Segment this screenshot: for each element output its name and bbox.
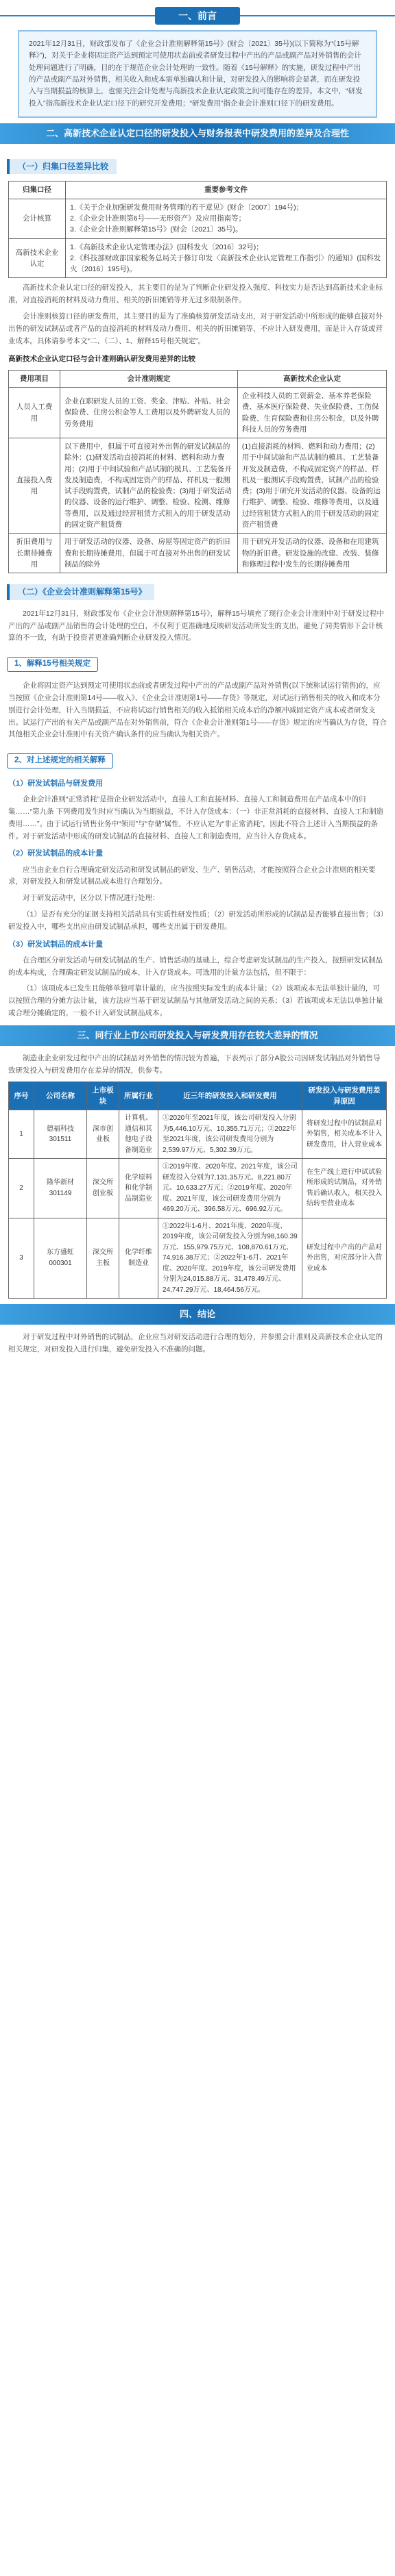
cell-industry: 计算机、通信和其他电子设备制造业 (119, 1110, 158, 1159)
comparison-table (8, 370, 387, 573)
doc-line: 1.《高新技术企业认定管理办法》(国科发火〔2016〕32号)； (70, 242, 263, 251)
paragraph: 在合理区分研发活动与研发试制品的生产、销售活动的基础上，综合考虑研发试制品的生产投入，按照研发试制品的成本构成，合理确定研发试制品的成本，计入存货成本。可选用的计量方法包括，但不限于： (8, 955, 383, 977)
doc-line: 3.《企业会计准则解释第15号》(财会〔2021〕35号)。 (70, 225, 243, 234)
paragraph: 会计准则核算口径的研发费用，其主要目的是为了准确核算研发活动支出，对于研发活动中所形成的能够直接对外出售的研发试制品或者产品的直接消耗的材料及动力费用、相关的折旧摊销等，不应计入研发费用，而是计入存货或营业成本。具体请参考本文“二、（二）、1、解释15号相关规定”。 (8, 312, 383, 345)
item-heading: （1）研发试制品与研发费用 (8, 779, 104, 788)
table-header: 所属行业 (119, 1081, 158, 1110)
cell-item: 直接投入费用 (9, 438, 60, 534)
cell-board: 深市创业板 (87, 1110, 119, 1159)
cell-acct: 企业在职研发人员的工资、奖金、津贴、补贴、社会保险费、住房公积金等人工费用以及外聘研发人员的劳务费用 (60, 388, 238, 438)
paragraph: 企业将固定资产达到预定可使用状态前或者研发过程中产出的产品或副产品对外销售(以下统称试运行销售)的，应当按照《企业会计准则第14号——收入》、《企业会计准则第1号——存货》等规定，对试运行销售相关的收入和成本分别进行会计处理，计入当期损益，不应将试运行销售相关的收入抵销相关成本后的净额冲减固定资产成本或者研发支出。试运行产出的有关产品或副产品在对外销售前，符合《企业会计准则第1号——存货》规定的应当确认为存货，符合其他相关企业会计准则中有关资产确认条件的应当确认为相关资产。 (8, 681, 387, 739)
paragraph: （1）该项成本已发生且能够单独可靠计量的，应当按照实际发生的成本计量；（2）该项成本无法单独计量的，可以按照合理的分摊方法计量，该方法应当基于研发试制品与其他研发活动之间的关系；（3）若该项成本无法以单独计量或合理分摊确定的，一般不计入研发试制品成本。 (8, 984, 383, 1018)
paragraph: 企业会计准则“正常消耗”是指企业研发活动中，直接人工和直接材料、直接人工和制造费用在产品成本中的归集……“第九条 下列费用发生时应当确认为当期损益，不计入存货成本：（一）非正常消耗的直接材料、直接人工和制造费用……”。由于试运行销售业务中“领用”与“存储”属性，不应认定为“非正常消耗”，因此不符合上述计入当期损益的条件。对于研发活动中形成的研发试制品的直接材料、直接人工和制造费用，应当计入存货成本。 (8, 795, 384, 840)
table-row (9, 438, 387, 534)
row-docs (66, 199, 387, 238)
section-heading: 一、前言 (155, 7, 240, 25)
cell-item: 人员人工费用 (9, 388, 60, 438)
peer-company-table (8, 1081, 387, 1299)
row-label: 高新技术企业认定 (9, 238, 66, 278)
doc-line: 2.《科技部财政部国家税务总局关于修订印发〈高新技术企业认定管理工作指引〉的通知》(国科发火〔2016〕195号)。 (70, 253, 381, 274)
cell-reason: 将研发过程中的试制品对外销售，相关成本不计入研发费用，计入营业成本 (302, 1110, 387, 1159)
cell-acct: 以下费用中，但属于可直接对外出售的研发试制品的除外：(1)研发活动直接消耗的材料、燃料和动力费用；(2)用于中间试验和产品试制的模具、工艺装备开发及制造费，不构成固定资产的样品、样机及一般测试手段购置费，试制产品的检验费；(3)用于研发活动的仪器、设备的运行维护、调整、检验、检测、维修等费用，以及通过经营租赁方式租入的用于研发活动的固定资产租赁费 (60, 438, 238, 534)
cell-hitech: 企业科技人员的工资薪金、基本养老保险费、基本医疗保险费、失业保险费、工伤保险费、生育保险费和住房公积金，以及外聘科技人员的劳务费用 (237, 388, 386, 438)
item-heading: （3）研发试制品的成本计量 (8, 940, 104, 949)
cell-detail: ①2022年1-6月、2021年度、2020年度、2019年度，该公司研发投入分别为98,160.39万元、155,979.75万元、108,870.61万元、74,916.38万元；②2022年1-6月、2021年度、2020年度、2019年度，该公司研发费用分别为24,015.88万元、31,478.49万元、24,747.29万元、18,464.56万元。 (158, 1218, 302, 1299)
section-title-difference: 二、高新技术企业认定口径的研发投入与财务报表中研发费用的差异及合理性 (0, 123, 395, 144)
table-header: 高新技术企业认定 (237, 370, 386, 387)
table-header: 归集口径 (9, 182, 66, 199)
cell-item: 折旧费用与长期待摊费用 (9, 534, 60, 573)
paragraph: 应当由企业自行合理确定研发活动和研发试制品的研发、生产、销售活动，才能按照符合企业会计准则的相关要求，对研发投入和研发试制品成本进行合理划分。 (8, 865, 376, 886)
cell-acct: 用于研发活动的仪器、设备、房屋等固定资产的折旧费和长期待摊费用，但属于可直接对外出售的研发试制品的除外 (60, 534, 238, 573)
subheading-interpretation: （二）《企业会计准则解释第15号》 (7, 584, 154, 600)
table-header: 研发投入与研发费用差异原因 (302, 1081, 387, 1110)
paragraph: （1）是否有充分的证据支持相关活动具有实质性研发性质；（2）研发活动所形成的试制品是否能够直接出售；（3）研发投入中，哪些支出应由研发试制品承担，哪些支出属于研发费用。 (8, 910, 384, 931)
cell-industry: 化学原料和化学制品制造业 (119, 1159, 158, 1218)
table-header: 费用项目 (9, 370, 60, 387)
item-heading: （2）研发试制品的成本计量 (8, 849, 104, 858)
cell-board: 深交所主板 (87, 1218, 119, 1299)
table-header: 重要参考文件 (66, 182, 387, 199)
cell-industry: 化学纤维制造业 (119, 1218, 158, 1299)
intro-box: 2021年12月31日，财政部发布了《企业会计准则解释第15号》(财会〔2021〕35号)(以下简称为“《15号解释》”)，对关于企业将固定资产达到预定可使用状态前或者研发过程中产出的产品或副产品对外销售的会计处理问题进行了明确，目的在于规范企业会计处理的一致性。随着《15号解释》的实施，研发过程中产出的产品或副产品对外销售，相关收入和成本需单独确认和计量，对研发投入的影响将会显著，而在研发投入与当期损益的核算上，也需关注会计处理与高新技术企业认定政策之间可能存在的差异。本文中，“研发投入”指高新技术企业认定口径下的研究开发费用；“研发费用”指企业会计准则口径下的研发费用。 (18, 30, 377, 118)
table-row (9, 199, 387, 238)
subheading-caliber: （一）归集口径差异比较 (7, 159, 117, 175)
article (0, 7, 395, 1364)
subheading-item: 1、解释15号相关规定 (7, 657, 98, 672)
cell-company: 东方盛虹 000301 (34, 1218, 87, 1299)
caliber-table (8, 181, 387, 278)
cell-hitech: 用于研究开发活动的仪器、设备和在用建筑物的折旧费。研发设施的改建、改装、装修和修理过程中发生的长期待摊费用 (237, 534, 386, 573)
table-header: 近三年的研发投入和研发费用 (158, 1081, 302, 1110)
cell-no: 1 (9, 1110, 34, 1159)
section-title-conclusion: 四、结论 (0, 1304, 395, 1325)
doc-line: 1.《关于企业加强研发费用财务管理的若干意见》(财企〔2007〕194号)； (70, 203, 304, 212)
table-header: 上市板块 (87, 1081, 119, 1110)
cell-no: 3 (9, 1218, 34, 1299)
table-row (9, 238, 387, 278)
subheading-item: 2、对上述规定的相关解释 (7, 753, 113, 768)
cell-detail: ①2020年至2021年度，该公司研发投入分别为5,446.10万元、10,355.71万元；②2022年至2021年度，该公司研发费用分别为2,539.97万元、5,302.39万元。 (158, 1110, 302, 1159)
section-title-preface (0, 7, 395, 25)
cell-reason: 在生产线上进行中试试验所形成的试制品，对外销售后确认收入，相关投入结转至营业成本 (302, 1159, 387, 1218)
cell-hitech: (1)直接消耗的材料、燃料和动力费用；(2)用于中间试验和产品试制的模具、工艺装备开发及制造费，不构成固定资产的样品、样机及一般测试手段购置费，试制产品的检验费；(3)用于研究开发活动的仪器、设备的运行维护、调整、检验、维修等费用，以及通过经营租赁方式租入的用于研发活动的固定资产租赁费 (237, 438, 386, 534)
paragraph: 对于研发活动中，区分以下情况进行处理： (23, 894, 160, 903)
table-row (9, 1110, 387, 1159)
section-title-peers: 三、同行业上市公司研发投入与研发费用存在较大差异的情况 (0, 1025, 395, 1046)
table-header: 序号 (9, 1081, 34, 1110)
table-row (9, 1159, 387, 1218)
table-row (9, 534, 387, 573)
paragraph: 2021年12月31日，财政部发布《企业会计准则解释第15号》，解释15号填充了现行企业会计准则中对于研发过程中产出的产品或副产品销售的会计处理的空白，不仅利于更准确地反映研发活动所发生的支出，避免了同类情形下会计核算的不一致，有助于投资者更准确判断企业研发投入情况。 (8, 609, 384, 642)
table-row (9, 1218, 387, 1299)
cell-company: 隆华新材 301149 (34, 1159, 87, 1218)
table-caption: 高新技术企业认定口径与会计准则确认研发费用差异的比较 (8, 354, 195, 363)
paragraph: 对于研发过程中对外销售的试制品，企业应当对研发活动进行合理的划分，并参照会计准则及高新技术企业认定的相关规定，对研发投入进行归集，避免研发投入不准确的问题。 (8, 1333, 383, 1354)
spacer (0, 1360, 395, 1364)
doc-line: 2.《企业会计准则第6号——无形资产》及应用指南等； (70, 214, 246, 223)
cell-board: 深交所创业板 (87, 1159, 119, 1218)
paragraph: 制造业企业研发过程中产出的试制品对外销售的情况较为普遍，下表列示了部分A股公司因研发试制品对外销售导致研发投入与研发费用存在差异的情况，供参考。 (8, 1053, 381, 1075)
paragraph: 高新技术企业认定口径的研发投入，其主要目的是为了判断企业研发投入强度、科技实力是否达到高新技术企业标准，对直接消耗的材料及动力费用、相关的折旧摊销等并无过多限制条件。 (8, 284, 383, 305)
row-docs (66, 238, 387, 278)
row-label: 会计核算 (9, 199, 66, 238)
cell-detail: ①2019年度、2020年度、2021年度，该公司研发投入分别为7,131.35万元、8,221.80万元、10,633.27万元；②2019年度、2020年度、2021年度，该公司研发费用分别为469.20万元、396.58万元、696.92万元。 (158, 1159, 302, 1218)
cell-company: 德福科技 301511 (34, 1110, 87, 1159)
table-header: 会计准则规定 (60, 370, 238, 387)
cell-no: 2 (9, 1159, 34, 1218)
table-row (9, 388, 387, 438)
table-header: 公司名称 (34, 1081, 87, 1110)
cell-reason: 研发过程中产出的产品对外出售，对应部分计入营业成本 (302, 1218, 387, 1299)
